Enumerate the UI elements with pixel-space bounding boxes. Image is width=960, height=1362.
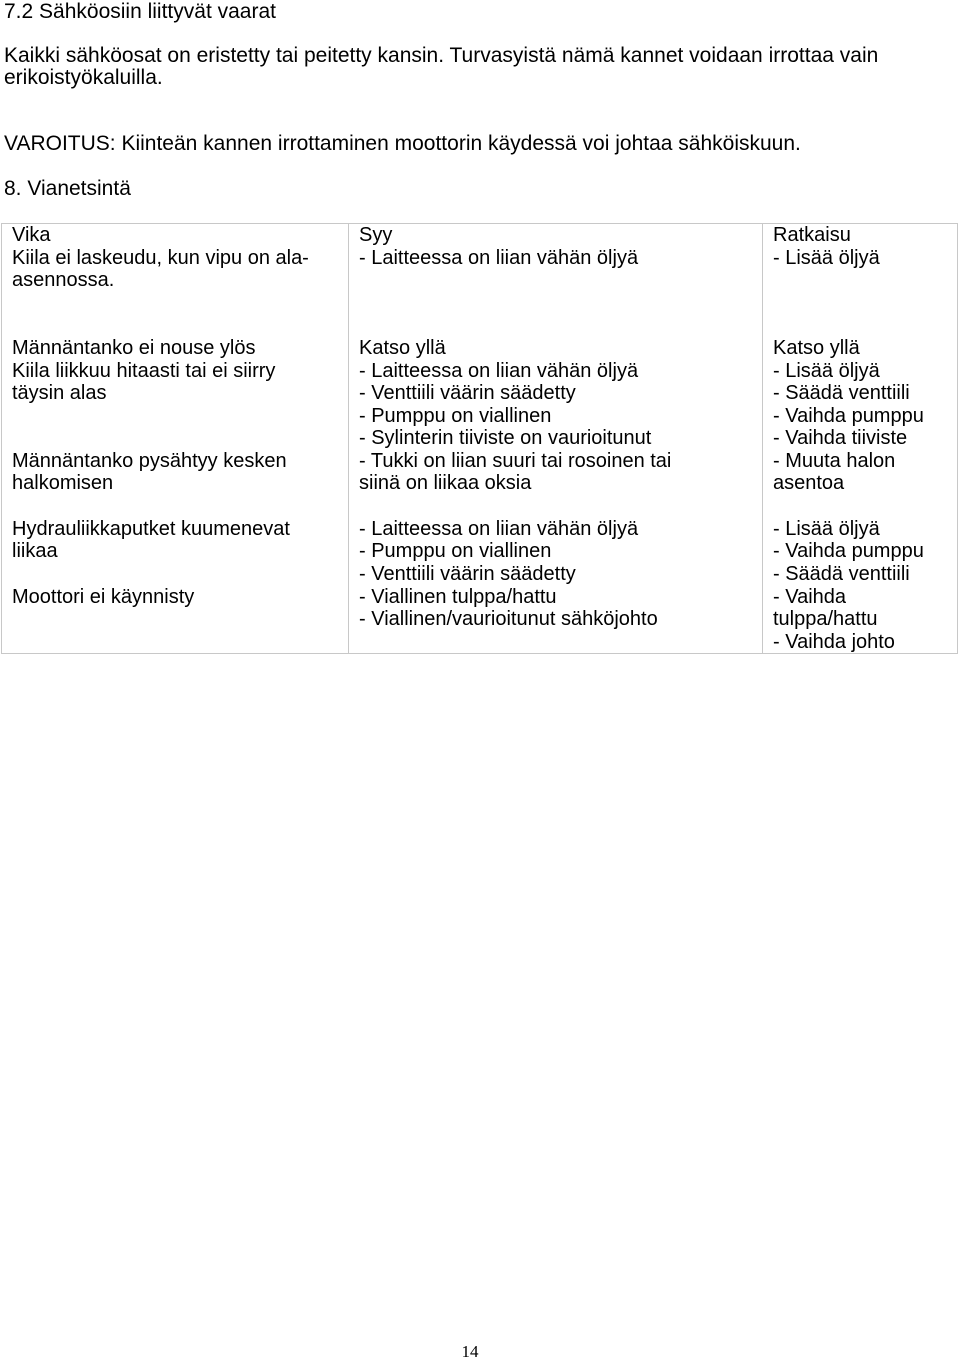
cell-line: - Laitteessa on liian vähän öljyä: [359, 517, 639, 540]
solution-cell: [763, 360, 958, 450]
cell-line: Hydrauliikkaputket kuumenevat: [12, 517, 290, 540]
fault-cell: [2, 360, 349, 450]
cell-line: Moottori ei käynnisty: [12, 585, 195, 608]
cell-line: tulppa/hattu: [773, 608, 878, 630]
table-row: [2, 337, 958, 360]
cell-line: - Säädä venttiili: [773, 382, 910, 404]
cell-line: - Venttiili väärin säädetty: [359, 382, 576, 404]
cell-line: halkomisen: [12, 472, 114, 494]
solution-cell: [763, 450, 958, 518]
cell-line: täysin alas: [12, 382, 107, 404]
header-fault: [2, 224, 349, 247]
column-header-text: Ratkaisu: [773, 224, 851, 246]
solution-cell: [763, 247, 958, 337]
cell-line: - Pumppu on viallinen: [359, 404, 552, 427]
cell-line: Kiila liikkuu hitaasti tai ei siirry: [12, 359, 276, 382]
page-number: 14: [461, 1342, 479, 1361]
solution-cell: [763, 518, 958, 586]
cell-line: - Viallinen tulppa/hattu: [359, 585, 557, 608]
solution-cell: [763, 586, 958, 654]
cause-cell: [349, 518, 763, 586]
cause-cell: [349, 360, 763, 450]
column-header-text: Syy: [359, 224, 393, 246]
cell-line: Katso yllä: [773, 336, 860, 359]
cell-line: - Viallinen/vaurioitunut sähköjohto: [359, 608, 658, 630]
cell-line: - Vaihda: [773, 585, 847, 608]
table-row: [2, 586, 958, 654]
cell-line: - Lisää öljyä: [773, 517, 880, 540]
cell-line: - Laitteessa on liian vähän öljyä: [359, 246, 639, 269]
header-solution: [763, 224, 958, 247]
warning-paragraph: VAROITUS: Kiinteän kannen irrottaminen moottorin käydessä voi johtaa sähköiskuun.: [4, 132, 801, 155]
cell-line: - Lisää öljyä: [773, 246, 880, 269]
cell-line: - Vaihda tiiviste: [773, 427, 908, 449]
table-header-row: [2, 224, 958, 247]
table-row: [2, 518, 958, 586]
cell-line: - Laitteessa on liian vähän öljyä: [359, 359, 639, 382]
column-header-text: Vika: [12, 224, 51, 246]
fault-cell: [2, 450, 349, 518]
table-row: [2, 360, 958, 450]
cell-line: - Vaihda johto: [773, 630, 895, 653]
cell-line: - Vaihda pumppu: [773, 404, 924, 427]
cell-line: - Venttiili väärin säädetty: [359, 562, 576, 585]
cell-line: asentoa: [773, 472, 845, 494]
cause-cell: [349, 450, 763, 518]
electrical-parts-paragraph: [4, 45, 954, 89]
cell-line: - Sylinterin tiiviste on vaurioitunut: [359, 427, 652, 449]
fault-cell: [2, 518, 349, 586]
cell-line: siinä on liikaa oksia: [359, 472, 532, 494]
cell-line: - Lisää öljyä: [773, 359, 880, 382]
cell-line: - Tukki on liian suuri tai rosoinen tai: [359, 449, 672, 472]
cell-line: - Muuta halon: [773, 449, 896, 472]
paragraph-line: erikoistyökaluilla.: [4, 66, 163, 89]
cell-line: - Pumppu on viallinen: [359, 540, 552, 562]
cause-cell: [349, 337, 763, 360]
cell-line: liikaa: [12, 540, 58, 562]
solution-cell: [763, 337, 958, 360]
cell-line: Katso yllä: [359, 336, 446, 359]
section-heading-7-2: 7.2 Sähköosiin liittyvät vaarat: [4, 0, 276, 23]
cell-line: - Vaihda pumppu: [773, 540, 924, 562]
cause-cell: [349, 247, 763, 337]
cause-cell: [349, 586, 763, 654]
fault-cell: [2, 337, 349, 360]
cell-line: Kiila ei laskeudu, kun vipu on ala-: [12, 246, 309, 269]
cell-line: asennossa.: [12, 269, 115, 291]
table-row: [2, 450, 958, 518]
troubleshooting-table: [1, 223, 958, 654]
cell-line: - Säädä venttiili: [773, 562, 910, 585]
cell-line: Männäntanko ei nouse ylös: [12, 336, 256, 359]
fault-cell: [2, 586, 349, 654]
table-row: [2, 247, 958, 337]
fault-cell: [2, 247, 349, 337]
section-heading-8: 8. Vianetsintä: [4, 177, 131, 200]
header-cause: [349, 224, 763, 247]
cell-line: Männäntanko pysähtyy kesken: [12, 449, 287, 472]
paragraph-line: Kaikki sähköosat on eristetty tai peitetty kansin. Turvasyistä nämä kannet voidaan irrottaa vain: [4, 44, 879, 67]
